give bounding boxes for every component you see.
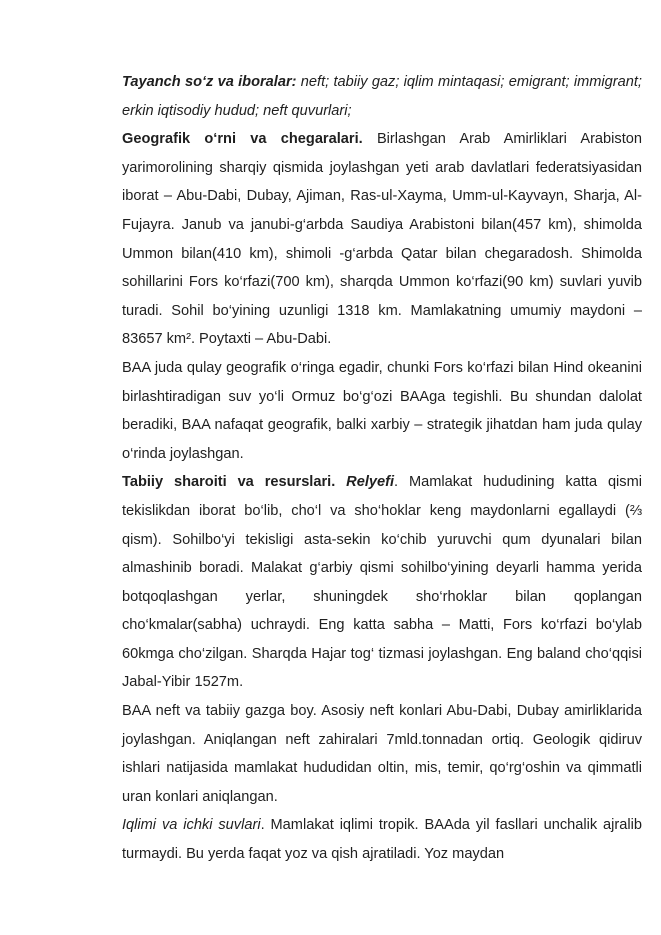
geography-paragraph: [122, 125, 642, 354]
keywords-paragraph: [122, 68, 642, 125]
keywords-title: Tayanch so‘z va iboralar:: [122, 74, 297, 90]
document-body: [122, 68, 642, 869]
nature-text: . Mamlakat hududining katta qismi tekislikdan iborat bo‘lib, cho‘l va sho‘hoklar keng maydonlarni egallaydi (⅔ qism). Sohilbo‘yi tekisligi asta-sekin ko‘chib yuruvchi qum dyunalari bilan almashinib boradi. Malakat g‘arbiy qismi sohilbo‘yining deyarli hamma yerida botqoqlashgan yerlar, shuningdek sho‘rhoklar bilan qoplangan cho‘kmalar(sabha) uchraydi. Eng katta sabha – Matti, Fors ko‘rfazi bo‘ylab 60kmga cho‘zilgan. Sharqda Hajar tog‘ tizmasi joylashgan. Eng baland cho‘qqisi Jabal-Yibir 1527m.: [122, 474, 642, 691]
nature-heading: Tabiiy sharoiti va resurslari.: [122, 474, 336, 491]
climate-heading: Iqlimi va ichki suvlari: [122, 817, 261, 834]
climate-text: . Mamlakat iqlimi tropik. BAAda yil fasllari unchalik ajralib turmaydi. Bu yerda faqat yoz va qish ajratiladi. Yoz maydan: [122, 817, 642, 863]
relief-subheading: Relyefi: [335, 474, 395, 491]
geography-text: Birlashgan Arab Amirliklari Arabiston yarimorolining sharqiy qismida joylashgan yeti arab davlatlari federatsiyasidan iborat – Abu-Dabi, Dubay, Ajiman, Ras-ul-Xayma, Umm-ul-Kayvayn, Sharja, Al-Fujayra. Janub va janubi-g‘arbda Saudiya Arabistoni bilan(457 km), shimolda Ummon bilan(410 km), shimoli -g‘arbda Qatar bilan chegaradosh. Shimolda sohillarini Fors ko‘rfazi(700 km), sharqda Ummon ko‘rfazi(90 km) suvlari yuvib turadi. Sohil bo‘yining uzunligi 1318 km. Mamlakatning umumiy maydoni – 83657 km². Poytaxti – Abu-Dabi.: [122, 131, 642, 348]
strategic-position-text: BAA juda qulay geografik o‘ringa egadir, chunki Fors ko‘rfazi bilan Hind okeanini birlashtiradigan suv yo‘li Ormuz bo‘g‘ozi BAAga tegishli. Bu shundan dalolat beradiki, BAA nafaqat geografik, balki xarbiy – strategik jihatdan ham juda qulay o‘rinda joylashgan.: [122, 359, 642, 462]
resources-text: BAA neft va tabiiy gazga boy. Asosiy neft konlari Abu-Dabi, Dubay amirliklarida joylashgan. Aniqlangan neft zahiralari 7mld.tonnadan ortiq. Geologik qidiruv ishlari natijasida mamlakat hududidan oltin, mis, temir, qo‘rg‘oshin va qimmatli uran konlari aniqlangan.: [122, 703, 642, 805]
resources-paragraph: [122, 697, 642, 811]
nature-paragraph: [122, 468, 642, 697]
strategic-position-paragraph: [122, 354, 642, 468]
geography-heading: Geografik o‘rni va chegaralari.: [122, 131, 363, 148]
keywords-text: neft; tabiiy gaz; iqlim mintaqasi; emigrant; immigrant; erkin iqtisodiy hudud; neft quvurlari;: [122, 74, 642, 119]
climate-paragraph: [122, 811, 642, 868]
